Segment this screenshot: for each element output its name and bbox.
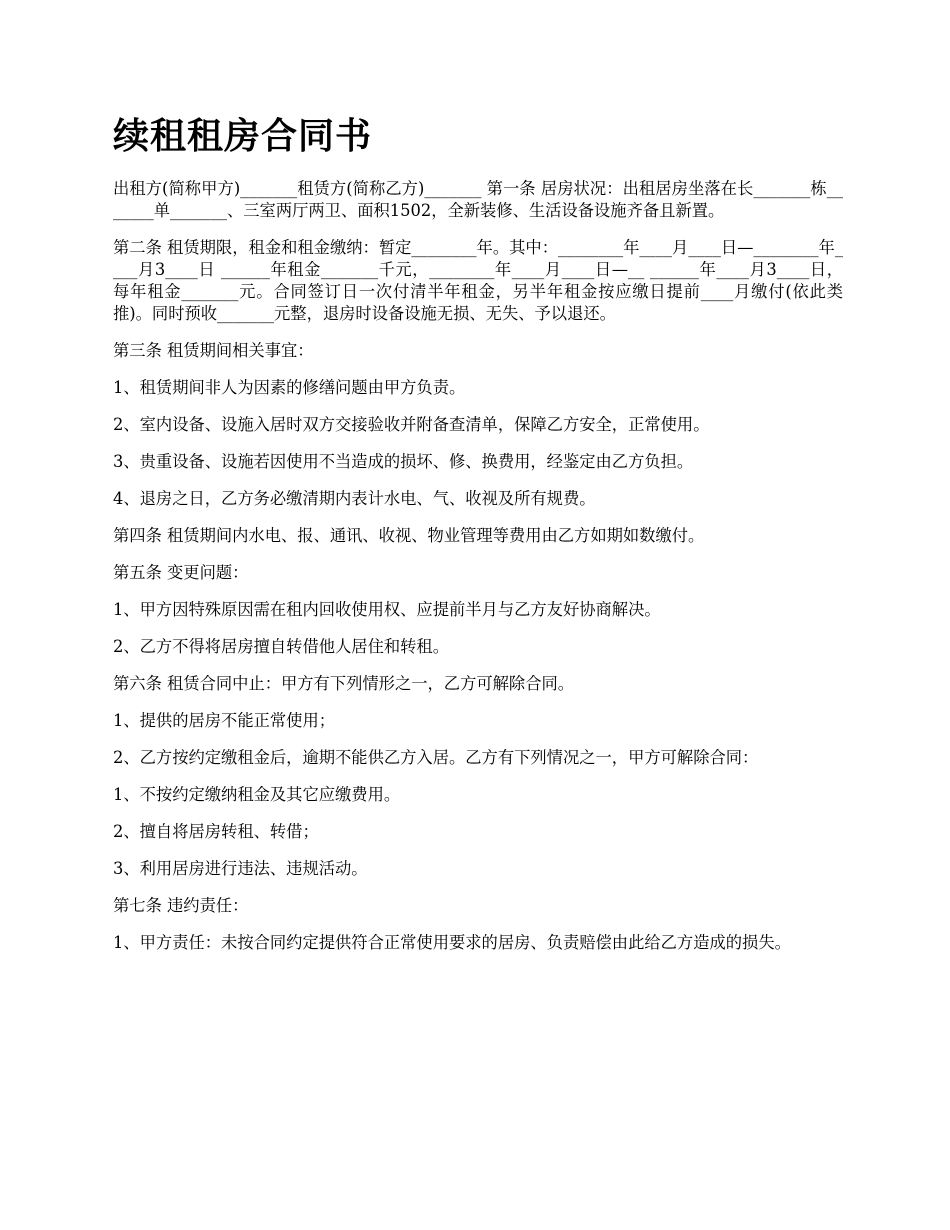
clause-6-tenant-item-3: 3、利用居房进行违法、违规活动。 bbox=[113, 859, 368, 878]
document-title: 续租租房合同书 bbox=[113, 115, 373, 157]
clause-3-item-4: 4、退房之日，乙方务必缴清期内表计水电、气、收视及所有规费。 bbox=[113, 489, 596, 508]
clause-6-tenant-item-2: 2、擅自将居房转租、转借； bbox=[113, 822, 319, 841]
clause-7-heading: 第七条 违约责任： bbox=[113, 896, 249, 915]
clause-2-term-and-rent: 第二条 租赁期限，租金和租金缴纳：暂定________年。其中：________年____月____日—________年____月3____日 ______年租金_______千元，________年____月____日—__ ______年____月3____日，每年租金_______元。合同签订日一次付清半年租金，另半年租金按应缴日提前____月缴付(依此类推)。同时预收_______元整，退房时设备设施无损、无失、予以退还。 bbox=[113, 238, 843, 323]
clause-7-item-1: 1、甲方责任：未按合同约定提供符合正常使用要求的居房、负责赔偿由此给乙方造成的损失。 bbox=[113, 933, 791, 952]
document-page bbox=[113, 112, 843, 969]
clause-3-item-1: 1、租赁期间非人为因素的修缮问题由甲方负责。 bbox=[113, 378, 466, 397]
clause-3-item-2: 2、室内设备、设施入居时双方交接验收并附备查清单，保障乙方安全，正常使用。 bbox=[113, 415, 710, 434]
clause-5-heading: 第五条 变更问题： bbox=[113, 563, 249, 582]
clause-6-item-2: 2、乙方按约定缴租金后，逾期不能供乙方入居。乙方有下列情况之一，甲方可解除合同： bbox=[113, 748, 759, 767]
clause-6-tenant-item-1: 1、不按约定缴纳租金及其它应缴费用。 bbox=[113, 785, 401, 804]
clause-6-heading: 第六条 租赁合同中止：甲方有下列情形之一，乙方可解除合同。 bbox=[113, 674, 575, 693]
clause-5-item-2: 2、乙方不得将居房擅自转借他人居住和转租。 bbox=[113, 637, 449, 656]
clause-4: 第四条 租赁期间内水电、报、通讯、收视、物业管理等费用由乙方如期如数缴付。 bbox=[113, 526, 705, 545]
clause-3-heading: 第三条 租赁期间相关事宜： bbox=[113, 341, 314, 360]
clause-5-item-1: 1、甲方因特殊原因需在租内回收使用权、应提前半月与乙方友好协商解决。 bbox=[113, 600, 661, 619]
clause-3-item-3: 3、贵重设备、设施若因使用不当造成的损坏、修、换费用，经鉴定由乙方负担。 bbox=[113, 452, 694, 471]
clause-1-premises: 出租方(简称甲方)_______租赁方(简称乙方)_______ 第一条 居房状况：出租居房坐落在长_______栋_______单_______、三室两厅两卫、面积1502，全新装修、生活设备设施齐备且新置。 bbox=[113, 179, 843, 220]
clause-6-item-1: 1、提供的居房不能正常使用； bbox=[113, 711, 336, 730]
